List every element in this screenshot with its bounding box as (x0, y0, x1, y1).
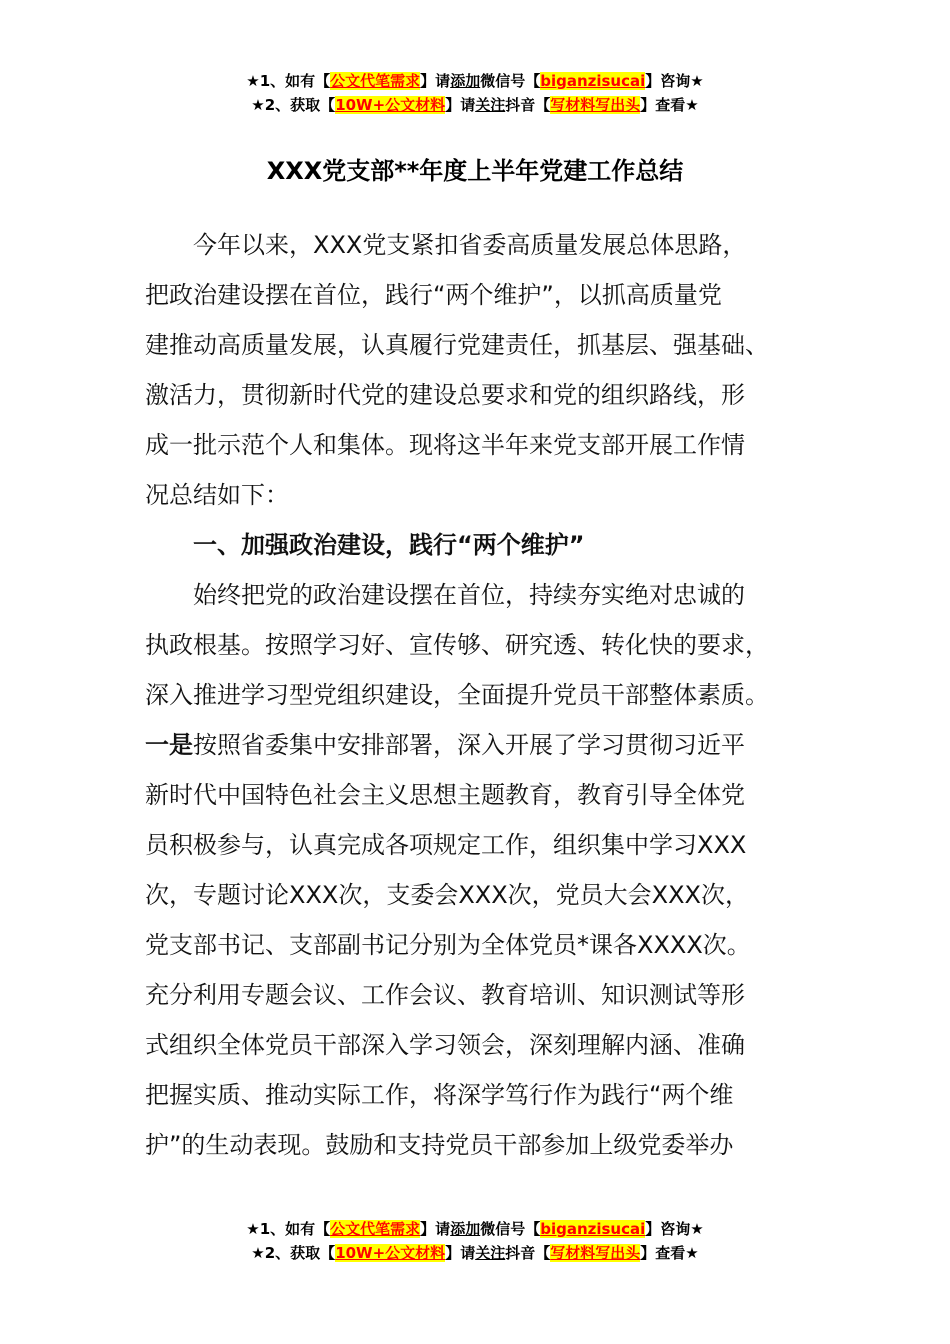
footer-notice (0, 1217, 950, 1265)
document-body (145, 220, 813, 1170)
highlight-service: 公文代笔需求 (330, 72, 421, 90)
highlight-douyin: 写材料写出头 (550, 1244, 641, 1262)
header-notice (0, 69, 950, 117)
highlight-materials: 10W+公文材料 (335, 1244, 446, 1262)
notice-line-2: ★2、获取【10W+公文材料】请关注抖音【写材料写出头】查看★ (251, 1244, 699, 1262)
body-line: 一是按照省委集中安排部署，深入开展了学习贯彻习近平 (145, 731, 745, 759)
body-line: 式组织全体党员干部深入学习领会，深刻理解内涵、准确 (145, 1031, 745, 1059)
document-title: XXX党支部**年度上半年党建工作总结 (266, 157, 684, 185)
highlight-douyin: 写材料写出头 (550, 96, 641, 114)
body-line: 充分利用专题会议、工作会议、教育培训、知识测试等形 (145, 981, 745, 1009)
body-line: 激活力，贯彻新时代党的建设总要求和党的组织路线，形 (145, 381, 745, 409)
highlight-service: 公文代笔需求 (330, 1220, 421, 1238)
notice-line-2: ★2、获取【10W+公文材料】请关注抖音【写材料写出头】查看★ (251, 96, 699, 114)
body-line: 员积极参与，认真完成各项规定工作，组织集中学习XXX (145, 831, 747, 859)
section-heading: 一、加强政治建设，践行“两个维护” (193, 531, 585, 559)
body-line: 成一批示范个人和集体。现将这半年来党支部开展工作情 (145, 431, 745, 459)
body-line: 党支部书记、支部副书记分别为全体党员*课各XXXX次。 (145, 931, 751, 959)
body-line: 始终把党的政治建设摆在首位，持续夯实绝对忠诚的 (193, 581, 745, 609)
body-line: 况总结如下： (145, 481, 289, 509)
highlight-wechat-id: biganzisucai (540, 72, 646, 90)
body-line: 建推动高质量发展，认真履行党建责任，抓基层、强基础、 (145, 331, 769, 359)
notice-line-1: ★1、如有【公文代笔需求】请添加微信号【biganzisucai】咨询★ (246, 72, 704, 90)
body-line: 执政根基。按照学习好、宣传够、研究透、转化快的要求， (145, 631, 769, 659)
notice-line-1: ★1、如有【公文代笔需求】请添加微信号【biganzisucai】咨询★ (246, 1220, 704, 1238)
body-line: 新时代中国特色社会主义思想主题教育，教育引导全体党 (145, 781, 745, 809)
point-label: 一是 (145, 731, 193, 759)
highlight-materials: 10W+公文材料 (335, 96, 446, 114)
body-line: 把政治建设摆在首位，践行“两个维护”，以抓高质量党 (145, 281, 722, 309)
body-line: 次，专题讨论XXX次，支委会XXX次，党员大会XXX次， (145, 881, 749, 909)
body-line: 今年以来，XXX党支紧扣省委高质量发展总体思路， (193, 231, 747, 259)
highlight-wechat-id: biganzisucai (540, 1220, 646, 1238)
body-line: 护”的生动表现。鼓励和支持党员干部参加上级党委举办 (145, 1131, 734, 1159)
body-line: 把握实质、推动实际工作，将深学笃行作为践行“两个维 (145, 1081, 734, 1109)
body-line: 深入推进学习型党组织建设，全面提升党员干部整体素质。 (145, 681, 769, 709)
